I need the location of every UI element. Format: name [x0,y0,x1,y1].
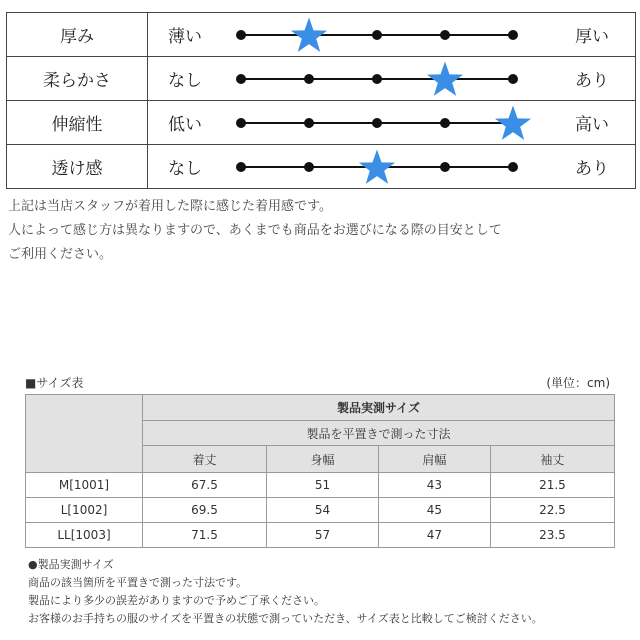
column-header: 身幅 [267,446,379,473]
attribute-label: 透け感 [7,145,148,189]
table-cell: 51 [267,473,379,498]
rating-scale-graphic [236,58,536,100]
feel-row [7,13,636,57]
feel-row [7,145,636,189]
column-header: 着丈 [143,446,267,473]
high-label: あり [575,57,636,101]
size-header-sub: 製品を平置きで測った寸法 [143,421,615,446]
footnote-line: ●製品実測サイズ [28,558,114,571]
size-label: L[1002] [26,498,143,523]
wear-feel-note [8,195,502,267]
table-cell: 47 [378,523,490,548]
size-label: M[1001] [26,473,143,498]
table-cell: 23.5 [490,523,614,548]
size-corner-cell [26,395,143,473]
size-table-header [25,374,615,391]
note-line: ご利用ください。 [8,247,113,262]
scale-point [508,30,518,40]
rating-scale-graphic [236,102,536,144]
table-cell: 54 [267,498,379,523]
note-line: 人によって感じ方は異なりますので、あくまでも商品をお選びになる際の目安として [8,223,502,238]
column-header: 肩幅 [378,446,490,473]
table-row [26,473,615,498]
footnote-line: 製品により多少の誤差がありますので予めご了承ください。 [28,594,325,607]
table-cell: 57 [267,523,379,548]
rating-scale [236,145,575,189]
unit-label: (単位：cm) [546,376,610,390]
table-cell: 45 [378,498,490,523]
scale-point [236,118,246,128]
rating-scale-graphic [236,146,536,188]
table-row [26,498,615,523]
high-label: 高い [575,101,636,145]
table-cell: 22.5 [490,498,614,523]
scale-point [304,118,314,128]
size-table-title: ■サイズ表 [25,376,84,390]
size-label: LL[1003] [26,523,143,548]
rating-scale [236,13,575,57]
attribute-label: 伸縮性 [7,101,148,145]
scale-point [236,74,246,84]
attribute-label: 柔らかさ [7,57,148,101]
scale-point [304,74,314,84]
footnote-line: お客様のお手持ちの服のサイズを平置きの状態で測っていただき、サイズ表と比較してご検討ください。 [28,612,543,625]
scale-point [440,162,450,172]
table-cell: 71.5 [143,523,267,548]
footnote-line: 商品の該当箇所を平置きで測った寸法です。 [28,576,248,589]
scale-point [236,162,246,172]
feel-row [7,57,636,101]
low-label: なし [148,145,237,189]
low-label: 低い [148,101,237,145]
scale-point [372,30,382,40]
size-header-main: 製品実測サイズ [143,395,615,421]
feel-row [7,101,636,145]
rating-scale-graphic [236,14,536,56]
scale-point [508,74,518,84]
scale-point [372,74,382,84]
attribute-label: 厚み [7,13,148,57]
scale-point [440,118,450,128]
size-table [25,394,615,548]
scale-point [440,30,450,40]
high-label: 厚い [575,13,636,57]
low-label: なし [148,57,237,101]
table-row [26,523,615,548]
table-cell: 21.5 [490,473,614,498]
scale-point [304,162,314,172]
table-cell: 69.5 [143,498,267,523]
note-line: 上記は当店スタッフが着用した際に感じた着用感です。 [8,199,332,214]
scale-point [372,118,382,128]
scale-point [236,30,246,40]
table-cell: 43 [378,473,490,498]
high-label: あり [575,145,636,189]
rating-scale [236,101,575,145]
column-header: 袖丈 [490,446,614,473]
table-cell: 67.5 [143,473,267,498]
feel-table [6,12,636,189]
footnote [28,556,543,628]
scale-point [508,162,518,172]
rating-scale [236,57,575,101]
low-label: 薄い [148,13,237,57]
